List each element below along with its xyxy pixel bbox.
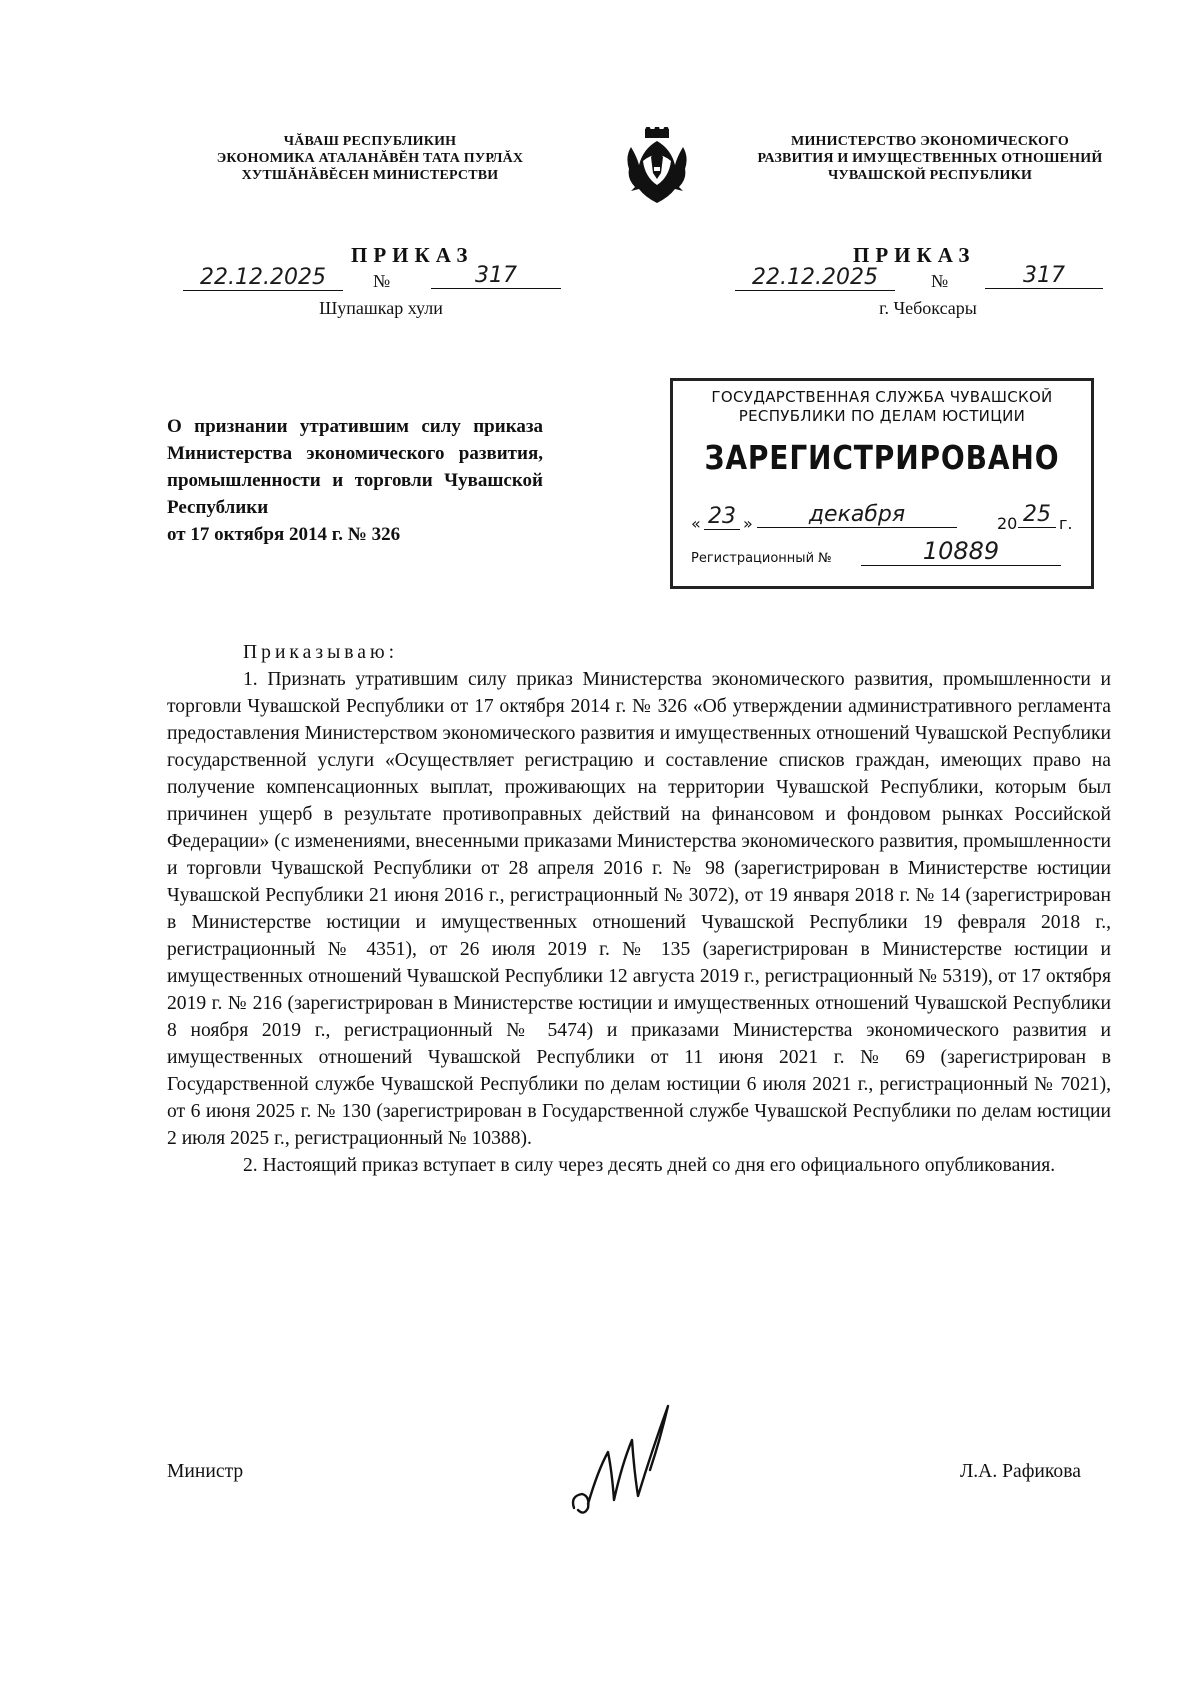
- header-right-org: [730, 133, 1130, 184]
- order-place-right: г. Чебоксары: [879, 298, 977, 318]
- stamp-status: ЗАРЕГИСТРИРОВАНО: [704, 438, 1060, 477]
- order-num-sign-left: №: [373, 271, 391, 291]
- stamp-year-prefix: 20: [997, 514, 1018, 533]
- stamp-line-1: ГОСУДАРСТВЕННАЯ СЛУЖБА ЧУВАШСКОЙ: [711, 388, 1053, 406]
- stamp-reg-label: Регистрационный №: [691, 551, 832, 566]
- header-right-line-3: ЧУВАШСКОЙ РЕСПУБЛИКИ: [827, 168, 1033, 183]
- order-place-left: Шупашкар хули: [319, 298, 443, 318]
- stamp-reg-row: [691, 537, 1076, 573]
- order-number-right: 317: [985, 263, 1103, 289]
- registration-stamp: [670, 378, 1094, 589]
- order-date-left: 22.12.2025: [183, 265, 343, 291]
- order-paragraph-2: 2. Настоящий приказ вступает в силу через десять дней со дня его официального опубликования.: [243, 1155, 1056, 1176]
- header-right-line-2: РАЗВИТИЯ И ИМУЩЕСТВЕННЫХ ОТНОШЕНИЙ: [757, 151, 1103, 166]
- header-right-line-1: МИНИСТЕРСТВО ЭКОНОМИЧЕСКОГО: [791, 134, 1069, 149]
- stamp-line-2: РЕСПУБЛИКИ ПО ДЕЛАМ ЮСТИЦИИ: [738, 407, 1026, 425]
- signatory-position: Министр: [167, 1461, 244, 1482]
- header-left-line-3: ХУТШĂНĂВĔСЕН МИНИСТЕРСТВИ: [241, 168, 499, 183]
- order-subject-text: О признании утратившим силу приказа Министерства экономического развития, промышленности и торговли Чувашской Республики: [167, 416, 543, 518]
- order-date-right: 22.12.2025: [735, 265, 895, 291]
- stamp-year-suffix: 25: [1018, 502, 1056, 528]
- stamp-month: декабря: [757, 502, 957, 528]
- coat-of-arms-icon: [621, 127, 693, 207]
- stamp-quote-close: »: [743, 514, 753, 533]
- stamp-date-row: [691, 502, 1076, 538]
- stamp-reg-number: 10889: [861, 537, 1061, 566]
- order-subject: [167, 413, 543, 548]
- order-title-left: ПРИКАЗ: [351, 243, 474, 267]
- order-num-sign-right: №: [931, 271, 949, 291]
- order-intro: Приказываю:: [243, 642, 399, 663]
- order-paragraph-1: 1. Признать утратившим силу приказ Министерства экономического развития, промышленности и торговли Чувашской Республики от 17 октября 2014 г. № 326 «Об утверждении административного регламента предоставления Министерством экономического развития и имущественных отношений Чувашской Республики государственной услуги «Осуществляет регистрацию и составление списков граждан, имеющих право на получение компенсационных выплат, проживающих на территории Чувашской Республики, которым был причинен ущерб в результате противоправных действий на финансовом и фондовом рынках Российской Федерации» (с изменениями, внесенными приказами Министерства экономического развития, промышленности и торговли Чувашской Республики от 28 апреля 2016 г. № 98 (зарегистрирован в Министерстве юстиции Чувашской Республики 21 июня 2016 г., регистрационный № 3072), от 19 января 2018 г. № 14 (зарегистрирован в Министерстве юстиции и имущественных отношений Чувашской Республики 19 февраля 2018 г., регистрационный № 4351), от 26 июля 2019 г. № 135 (зарегистрирован в Министерстве юстиции и имущественных отношений Чувашской Республики 12 августа 2019 г., регистрационный № 5319), от 17 октября 2019 г. № 216 (зарегистрирован в Министерстве юстиции и имущественных отношений Чувашской Республики 8 ноября 2019 г., регистрационный № 5474) и приказами Министерства экономического развития и имущественных отношений Чувашской Республики от 11 июня 2021 г. № 69 (зарегистрирован в Государственной службе Чувашской Республики по делам юстиции 6 июля 2021 г., регистрационный № 7021), от 6 июня 2025 г. № 130 (зарегистрирован в Государственной службе Чувашской Республики по делам юстиции 2 июля 2025 г., регистрационный № 10388).: [167, 669, 1111, 1149]
- order-body: [167, 639, 1111, 1179]
- header-left-line-2: ЭКОНОМИКА АТАЛАНĂВĔН ТАТА ПУРЛĂХ: [216, 151, 524, 166]
- stamp-year-unit: г.: [1059, 514, 1073, 533]
- order-number-left: 317: [431, 263, 561, 289]
- handwritten-signature-icon: [568, 1400, 678, 1520]
- stamp-quote-open: «: [691, 514, 701, 533]
- stamp-day: 23: [704, 504, 740, 530]
- order-subject-last: от 17 октября 2014 г. № 326: [167, 524, 401, 545]
- order-title-right: ПРИКАЗ: [853, 243, 976, 267]
- header-left-org: [170, 133, 570, 184]
- header-left-line-1: ЧĂВАШ РЕСПУБЛИКИН: [283, 134, 457, 149]
- signatory-name: Л.А. Рафикова: [960, 1461, 1081, 1482]
